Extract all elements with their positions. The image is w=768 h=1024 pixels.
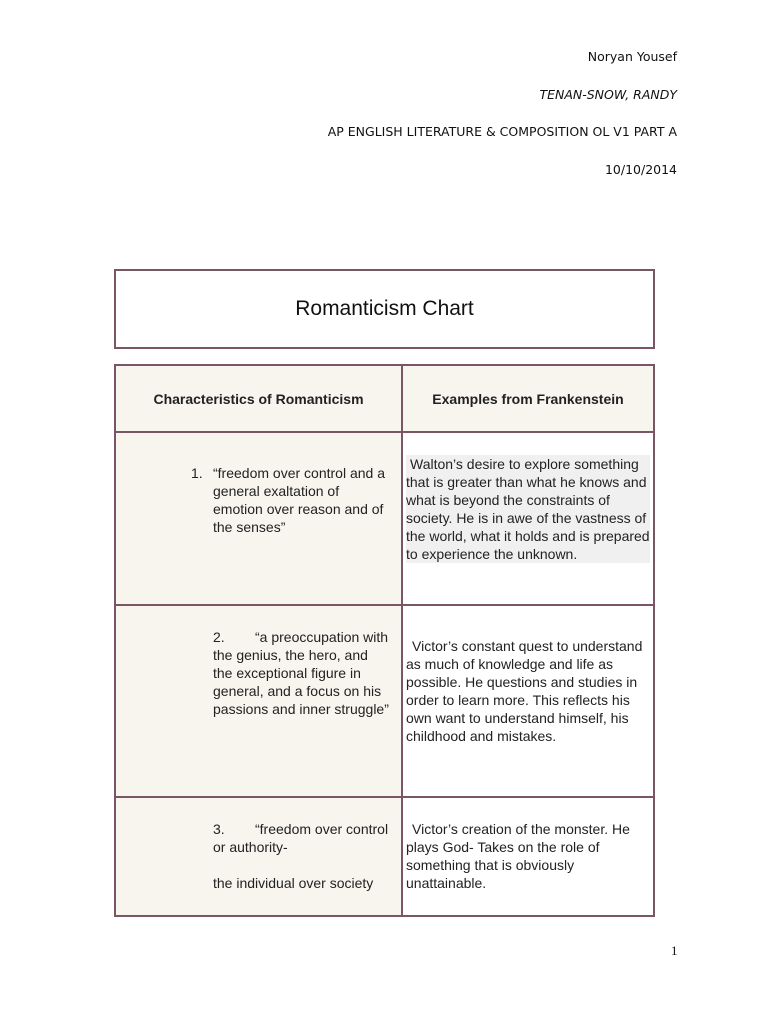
teacher-name: TENAN-SNOW, RANDY [539,87,677,102]
example-cell [402,797,654,916]
document-date: 10/10/2014 [604,162,677,177]
example-text: Victor’s constant quest to understand as much of knowledge and life as possible. He questions and studies in order to learn more. This reflects his own want to understand himself, his childhood and mistakes. [406,638,643,744]
column-header-characteristics: Characteristics of Romanticism [115,365,402,432]
course-name: AP ENGLISH LITERATURE & COMPOSITION OL V1 PART A [327,124,677,139]
chart-title: Romanticism Chart [295,297,474,320]
example-cell [402,605,654,797]
example-text: Walton’s desire to explore something that is greater than what he knows and what is beyond the constraints of society. He is in awe of the vastness of the world, what it holds and is prepared to experience the unknown. [406,456,650,562]
characteristic-text: “freedom over control and a general exaltation of emotion over reason and of the senses” [213,465,385,535]
table-row [115,605,654,797]
characteristic-cell [115,797,402,916]
page-number: 1 [671,943,678,958]
table-row [115,797,654,916]
characteristic-text-continued: the individual over society [213,875,374,891]
list-number: 2. [213,629,225,645]
list-number: 3. [213,821,225,837]
characteristic-cell [115,605,402,797]
list-number: 1. [191,465,203,481]
example-cell [402,432,654,605]
characteristic-text: “freedom over control or authority- [213,821,389,855]
romanticism-table [114,364,655,917]
column-header-examples: Examples from Frankenstein [402,365,654,432]
table-row [115,432,654,605]
student-name: Noryan Yousef [587,49,677,64]
chart-title-box [114,269,655,349]
characteristic-text: “a preoccupation with the genius, the hero, and the exceptional figure in general, and a focus on his passions and inner struggle” [213,629,389,717]
example-text: Victor’s creation of the monster. He plays God- Takes on the role of something that is obviously unattainable. [406,821,630,891]
table-header-row [115,365,654,432]
characteristic-cell [115,432,402,605]
